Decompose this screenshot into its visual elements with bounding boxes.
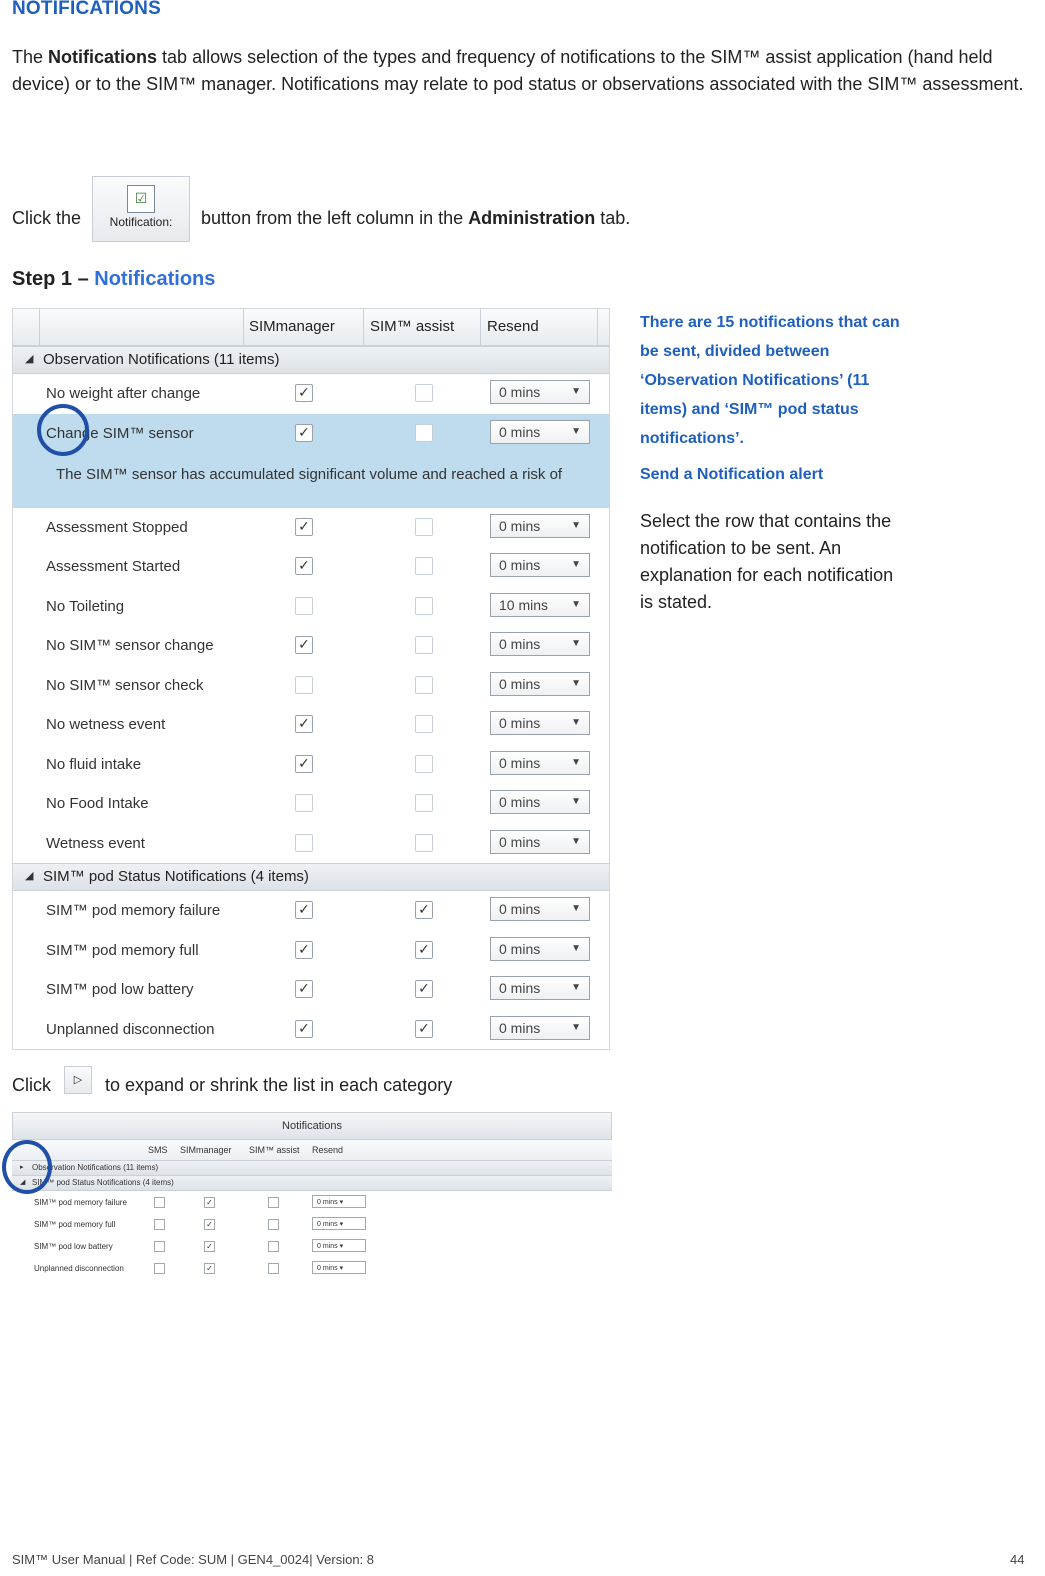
simmanager-checkbox[interactable]: ✓ bbox=[204, 1197, 215, 1208]
sim-assist-checkbox[interactable]: ✓ bbox=[415, 980, 433, 998]
chevron-down-icon: ▼ bbox=[571, 982, 581, 993]
grid-section-header[interactable] bbox=[13, 346, 609, 374]
expanded-arrow-icon[interactable]: ◢ bbox=[20, 1179, 26, 1186]
row-name: No weight after change bbox=[46, 385, 201, 402]
mini-resend-value: 0 mins bbox=[317, 1265, 338, 1272]
mini-section-label: Observation Notifications (11 items) bbox=[32, 1163, 159, 1172]
click-instruction bbox=[12, 186, 630, 252]
simmanager-checkbox[interactable]: ✓ bbox=[204, 1263, 215, 1274]
resend-select[interactable] bbox=[490, 1016, 590, 1040]
resend-select[interactable] bbox=[490, 937, 590, 961]
intro-text-2: tab allows selection of the types and frequency of notifications to the SIM™ assist application (hand held device) or to the SIM™ manager. Notifications may relate to pod status or observations associated with the SIM™ assessment. bbox=[12, 47, 1024, 94]
resend-value: 0 mins bbox=[499, 636, 541, 652]
simmanager-checkbox[interactable]: ✓ bbox=[295, 715, 313, 733]
row-name: No Food Intake bbox=[46, 795, 149, 812]
chevron-down-icon: ▼ bbox=[571, 835, 581, 847]
row-name: No wetness event bbox=[46, 716, 166, 733]
section-title: Observation Notifications (11 items) bbox=[43, 351, 280, 368]
resend-select[interactable] bbox=[490, 672, 590, 696]
resend-select[interactable] bbox=[490, 976, 590, 1000]
simmanager-checkbox[interactable]: ✓ bbox=[295, 1020, 313, 1038]
chevron-down-icon: ▼ bbox=[571, 425, 581, 437]
simmanager-checkbox[interactable]: ✓ bbox=[295, 557, 313, 575]
click-end: tab. bbox=[595, 207, 631, 228]
table-row[interactable] bbox=[13, 1010, 609, 1050]
chevron-down-icon: ▼ bbox=[571, 903, 581, 914]
row-name: SIM™ pod low battery bbox=[46, 981, 194, 998]
chevron-down-icon: ▼ bbox=[571, 796, 581, 807]
chevron-down-icon: ▼ bbox=[571, 1021, 581, 1033]
table-row[interactable] bbox=[13, 891, 609, 931]
resend-value: 0 mins bbox=[499, 1019, 541, 1036]
resend-select[interactable] bbox=[490, 593, 590, 617]
resend-value: 0 mins bbox=[499, 754, 541, 771]
mini-row-name: SIM™ pod memory full bbox=[34, 1220, 116, 1229]
sim-assist-checkbox[interactable] bbox=[415, 715, 433, 733]
mini-notifications-panel bbox=[12, 1112, 612, 1276]
row-name: Assessment Stopped bbox=[46, 518, 188, 536]
resend-value: 0 mins bbox=[499, 675, 541, 692]
mini-col-sim-assist[interactable]: SIM™ assist bbox=[249, 1145, 300, 1155]
table-row[interactable] bbox=[13, 931, 609, 971]
resend-value: 0 mins bbox=[499, 423, 541, 440]
row-name: No SIM™ sensor check bbox=[46, 676, 204, 694]
sms-checkbox[interactable] bbox=[154, 1241, 165, 1252]
simmanager-checkbox[interactable]: ✓ bbox=[204, 1241, 215, 1252]
sim-assist-checkbox[interactable] bbox=[268, 1219, 279, 1230]
mini-col-resend[interactable]: Resend bbox=[312, 1145, 344, 1155]
step-prefix: Step 1 – bbox=[12, 268, 95, 290]
mini-section-pod[interactable] bbox=[12, 1176, 612, 1191]
table-row[interactable] bbox=[13, 547, 609, 587]
footer-text: SIM™ User Manual | Ref Code: SUM | GEN4_0024| Version: 8 bbox=[12, 1552, 375, 1567]
sim-assist-checkbox[interactable] bbox=[268, 1263, 279, 1274]
side-body: Select the row that contains the notification to be sent. An explanation for each notification is stated. bbox=[640, 511, 894, 612]
sim-assist-checkbox[interactable] bbox=[415, 424, 433, 442]
sim-assist-checkbox[interactable] bbox=[268, 1241, 279, 1252]
click-pre: Click the bbox=[12, 207, 87, 228]
simmanager-checkbox[interactable]: ✓ bbox=[295, 424, 313, 442]
simmanager-checkbox[interactable]: ✓ bbox=[295, 636, 313, 654]
resend-value: 0 mins bbox=[499, 940, 541, 957]
row-name: SIM™ pod memory failure bbox=[46, 902, 221, 919]
highlight-circle bbox=[37, 404, 89, 456]
grid-header bbox=[13, 309, 609, 346]
col-sim-assist[interactable]: SIM™ assist bbox=[370, 318, 455, 335]
resend-select[interactable] bbox=[490, 711, 590, 735]
sim-assist-checkbox[interactable] bbox=[415, 755, 433, 773]
row-description: The SIM™ sensor has accumulated significant volume and reached a risk of bbox=[56, 465, 563, 483]
resend-value: 0 mins bbox=[499, 833, 541, 850]
table-row[interactable] bbox=[13, 626, 609, 666]
resend-value: 0 mins bbox=[499, 557, 541, 573]
resend-value: 0 mins bbox=[499, 901, 541, 917]
resend-select[interactable]: 0 mins ▾ bbox=[312, 1261, 366, 1274]
simmanager-checkbox[interactable] bbox=[295, 597, 313, 615]
expand-arrow-icon: ▷ bbox=[73, 1074, 83, 1086]
chevron-down-icon: ▼ bbox=[571, 677, 581, 689]
resend-select[interactable]: 0 mins ▾ bbox=[312, 1195, 366, 1208]
sim-assist-checkbox[interactable] bbox=[415, 518, 433, 536]
simmanager-checkbox[interactable]: ✓ bbox=[204, 1219, 215, 1230]
simmanager-checkbox[interactable] bbox=[295, 794, 313, 812]
administration-bold: Administration bbox=[468, 207, 596, 228]
sim-assist-checkbox[interactable] bbox=[415, 557, 433, 575]
resend-select[interactable] bbox=[490, 751, 590, 775]
simmanager-checkbox[interactable]: ✓ bbox=[295, 941, 313, 959]
step-label: Notifications bbox=[94, 268, 216, 290]
intro-paragraph bbox=[12, 44, 1037, 98]
resend-value: 0 mins bbox=[499, 980, 541, 996]
mini-row[interactable] bbox=[12, 1235, 612, 1257]
resend-select[interactable] bbox=[490, 514, 590, 538]
expand-arrow-button[interactable] bbox=[64, 1066, 92, 1094]
sim-assist-checkbox[interactable] bbox=[415, 384, 433, 402]
simmanager-checkbox[interactable] bbox=[295, 834, 313, 852]
sms-checkbox[interactable] bbox=[154, 1197, 165, 1208]
mini-col-simmanager[interactable]: SIMmanager bbox=[180, 1145, 232, 1155]
mini-resend-value: 0 mins bbox=[317, 1199, 338, 1206]
resend-value: 10 mins bbox=[499, 596, 549, 613]
sim-assist-checkbox[interactable]: ✓ bbox=[415, 901, 433, 919]
click2-post: to expand or shrink the list in each category bbox=[100, 1074, 453, 1095]
chevron-down-icon: ▼ bbox=[571, 559, 581, 570]
simmanager-checkbox[interactable]: ✓ bbox=[295, 980, 313, 998]
mini-section-label: SIM™ pod Status Notifications (4 items) bbox=[32, 1178, 174, 1187]
mini-resend-value: 0 mins bbox=[317, 1221, 338, 1228]
mini-row-name: Unplanned disconnection bbox=[34, 1264, 124, 1273]
mini-row[interactable] bbox=[12, 1191, 612, 1213]
sim-assist-checkbox[interactable]: ✓ bbox=[415, 1020, 433, 1038]
resend-value: 0 mins bbox=[499, 794, 541, 810]
mini-row-name: SIM™ pod memory failure bbox=[34, 1198, 127, 1207]
sim-assist-checkbox[interactable]: ✓ bbox=[415, 941, 433, 959]
intro-text-1: The bbox=[12, 47, 49, 67]
row-name: Assessment Started bbox=[46, 558, 181, 575]
table-row[interactable] bbox=[13, 705, 609, 745]
chevron-down-icon: ▼ bbox=[571, 386, 581, 397]
chevron-down-icon: ▼ bbox=[571, 756, 581, 768]
row-name: Unplanned disconnection bbox=[46, 1020, 215, 1038]
sim-assist-checkbox[interactable] bbox=[415, 636, 433, 654]
mini-resend-value: 0 mins bbox=[317, 1243, 338, 1250]
resend-select[interactable] bbox=[490, 632, 590, 656]
sms-checkbox[interactable] bbox=[154, 1263, 165, 1274]
chevron-down-icon: ▼ bbox=[571, 638, 581, 649]
resend-select[interactable]: 0 mins ▾ bbox=[312, 1217, 366, 1230]
table-row[interactable] bbox=[13, 508, 609, 548]
sim-assist-checkbox[interactable] bbox=[415, 676, 433, 694]
row-name: No fluid intake bbox=[46, 755, 142, 773]
sim-assist-checkbox[interactable] bbox=[415, 834, 433, 852]
resend-select[interactable]: 0 mins ▾ bbox=[312, 1239, 366, 1252]
step-title bbox=[12, 268, 215, 291]
sms-checkbox[interactable] bbox=[154, 1219, 165, 1230]
side-subheading: Send a Notification alert bbox=[640, 466, 824, 483]
table-row[interactable] bbox=[13, 970, 609, 1010]
expand-instruction bbox=[12, 1072, 452, 1100]
col-simmanager[interactable]: SIMmanager bbox=[249, 318, 335, 335]
table-row[interactable] bbox=[13, 374, 609, 414]
collapse-arrow-icon[interactable]: ◢ bbox=[25, 353, 34, 365]
col-resend[interactable]: Resend bbox=[487, 318, 539, 335]
chevron-down-icon: ▼ bbox=[571, 598, 581, 610]
chevron-down-icon: ▼ bbox=[571, 717, 581, 728]
notification-button-label: Notification: bbox=[109, 215, 173, 229]
table-row[interactable] bbox=[13, 587, 609, 627]
mini-col-sms[interactable]: SMS bbox=[148, 1145, 168, 1155]
resend-select[interactable] bbox=[490, 790, 590, 814]
resend-select[interactable] bbox=[490, 380, 590, 404]
resend-value: 0 mins bbox=[499, 715, 541, 731]
simmanager-checkbox[interactable]: ✓ bbox=[295, 901, 313, 919]
chevron-down-icon: ▼ bbox=[571, 942, 581, 954]
resend-select[interactable] bbox=[490, 553, 590, 577]
sim-assist-checkbox[interactable] bbox=[268, 1197, 279, 1208]
grid-section-header[interactable] bbox=[13, 863, 609, 891]
collapse-arrow-icon[interactable]: ◢ bbox=[25, 870, 34, 882]
mini-title: Notifications bbox=[12, 1112, 612, 1140]
row-name: Wetness event bbox=[46, 834, 145, 852]
section-title: SIM™ pod Status Notifications (4 items) bbox=[43, 868, 309, 885]
resend-select[interactable] bbox=[490, 897, 590, 921]
table-row[interactable] bbox=[13, 745, 609, 785]
row-name: No Toileting bbox=[46, 597, 125, 615]
checklist-icon: ☑ bbox=[127, 185, 155, 213]
page-heading: NOTIFICATIONS bbox=[12, 0, 161, 19]
sim-assist-checkbox[interactable] bbox=[415, 597, 433, 615]
collapsed-arrow-icon[interactable]: ▸ bbox=[20, 1164, 24, 1171]
notifications-grid bbox=[12, 308, 610, 1050]
page-number: 44 bbox=[1010, 1552, 1025, 1567]
side-summary: There are 15 notifications that can be sent, divided between ‘Observation Notifications’ (11 items) and ‘SIM™ pod status notifications’. bbox=[640, 314, 900, 447]
simmanager-checkbox[interactable]: ✓ bbox=[295, 384, 313, 402]
click-post: button from the left column in the bbox=[196, 207, 469, 228]
table-row[interactable] bbox=[13, 824, 609, 864]
simmanager-checkbox[interactable]: ✓ bbox=[295, 755, 313, 773]
click2-pre: Click bbox=[12, 1074, 56, 1095]
table-row[interactable] bbox=[13, 666, 609, 706]
highlight-circle-mini bbox=[2, 1140, 52, 1194]
chevron-down-icon: ▼ bbox=[571, 519, 581, 531]
simmanager-checkbox[interactable]: ✓ bbox=[295, 518, 313, 536]
table-row[interactable] bbox=[13, 784, 609, 824]
resend-select[interactable] bbox=[490, 420, 590, 444]
resend-select[interactable] bbox=[490, 830, 590, 854]
notification-button[interactable] bbox=[92, 176, 190, 242]
mini-section-observation[interactable] bbox=[12, 1161, 612, 1176]
row-name: Change SIM™ sensor bbox=[46, 424, 194, 442]
sim-assist-checkbox[interactable] bbox=[415, 794, 433, 812]
resend-value: 0 mins bbox=[499, 384, 541, 400]
row-name: SIM™ pod memory full bbox=[46, 941, 199, 959]
mini-row[interactable] bbox=[12, 1213, 612, 1235]
mini-row-name: SIM™ pod low battery bbox=[34, 1242, 113, 1251]
row-name: No SIM™ sensor change bbox=[46, 637, 214, 654]
table-row[interactable] bbox=[13, 414, 609, 508]
simmanager-checkbox[interactable] bbox=[295, 676, 313, 694]
resend-value: 0 mins bbox=[499, 517, 541, 534]
intro-bold: Notifications bbox=[48, 47, 158, 67]
mini-row[interactable] bbox=[12, 1257, 612, 1276]
mini-header bbox=[12, 1140, 612, 1161]
